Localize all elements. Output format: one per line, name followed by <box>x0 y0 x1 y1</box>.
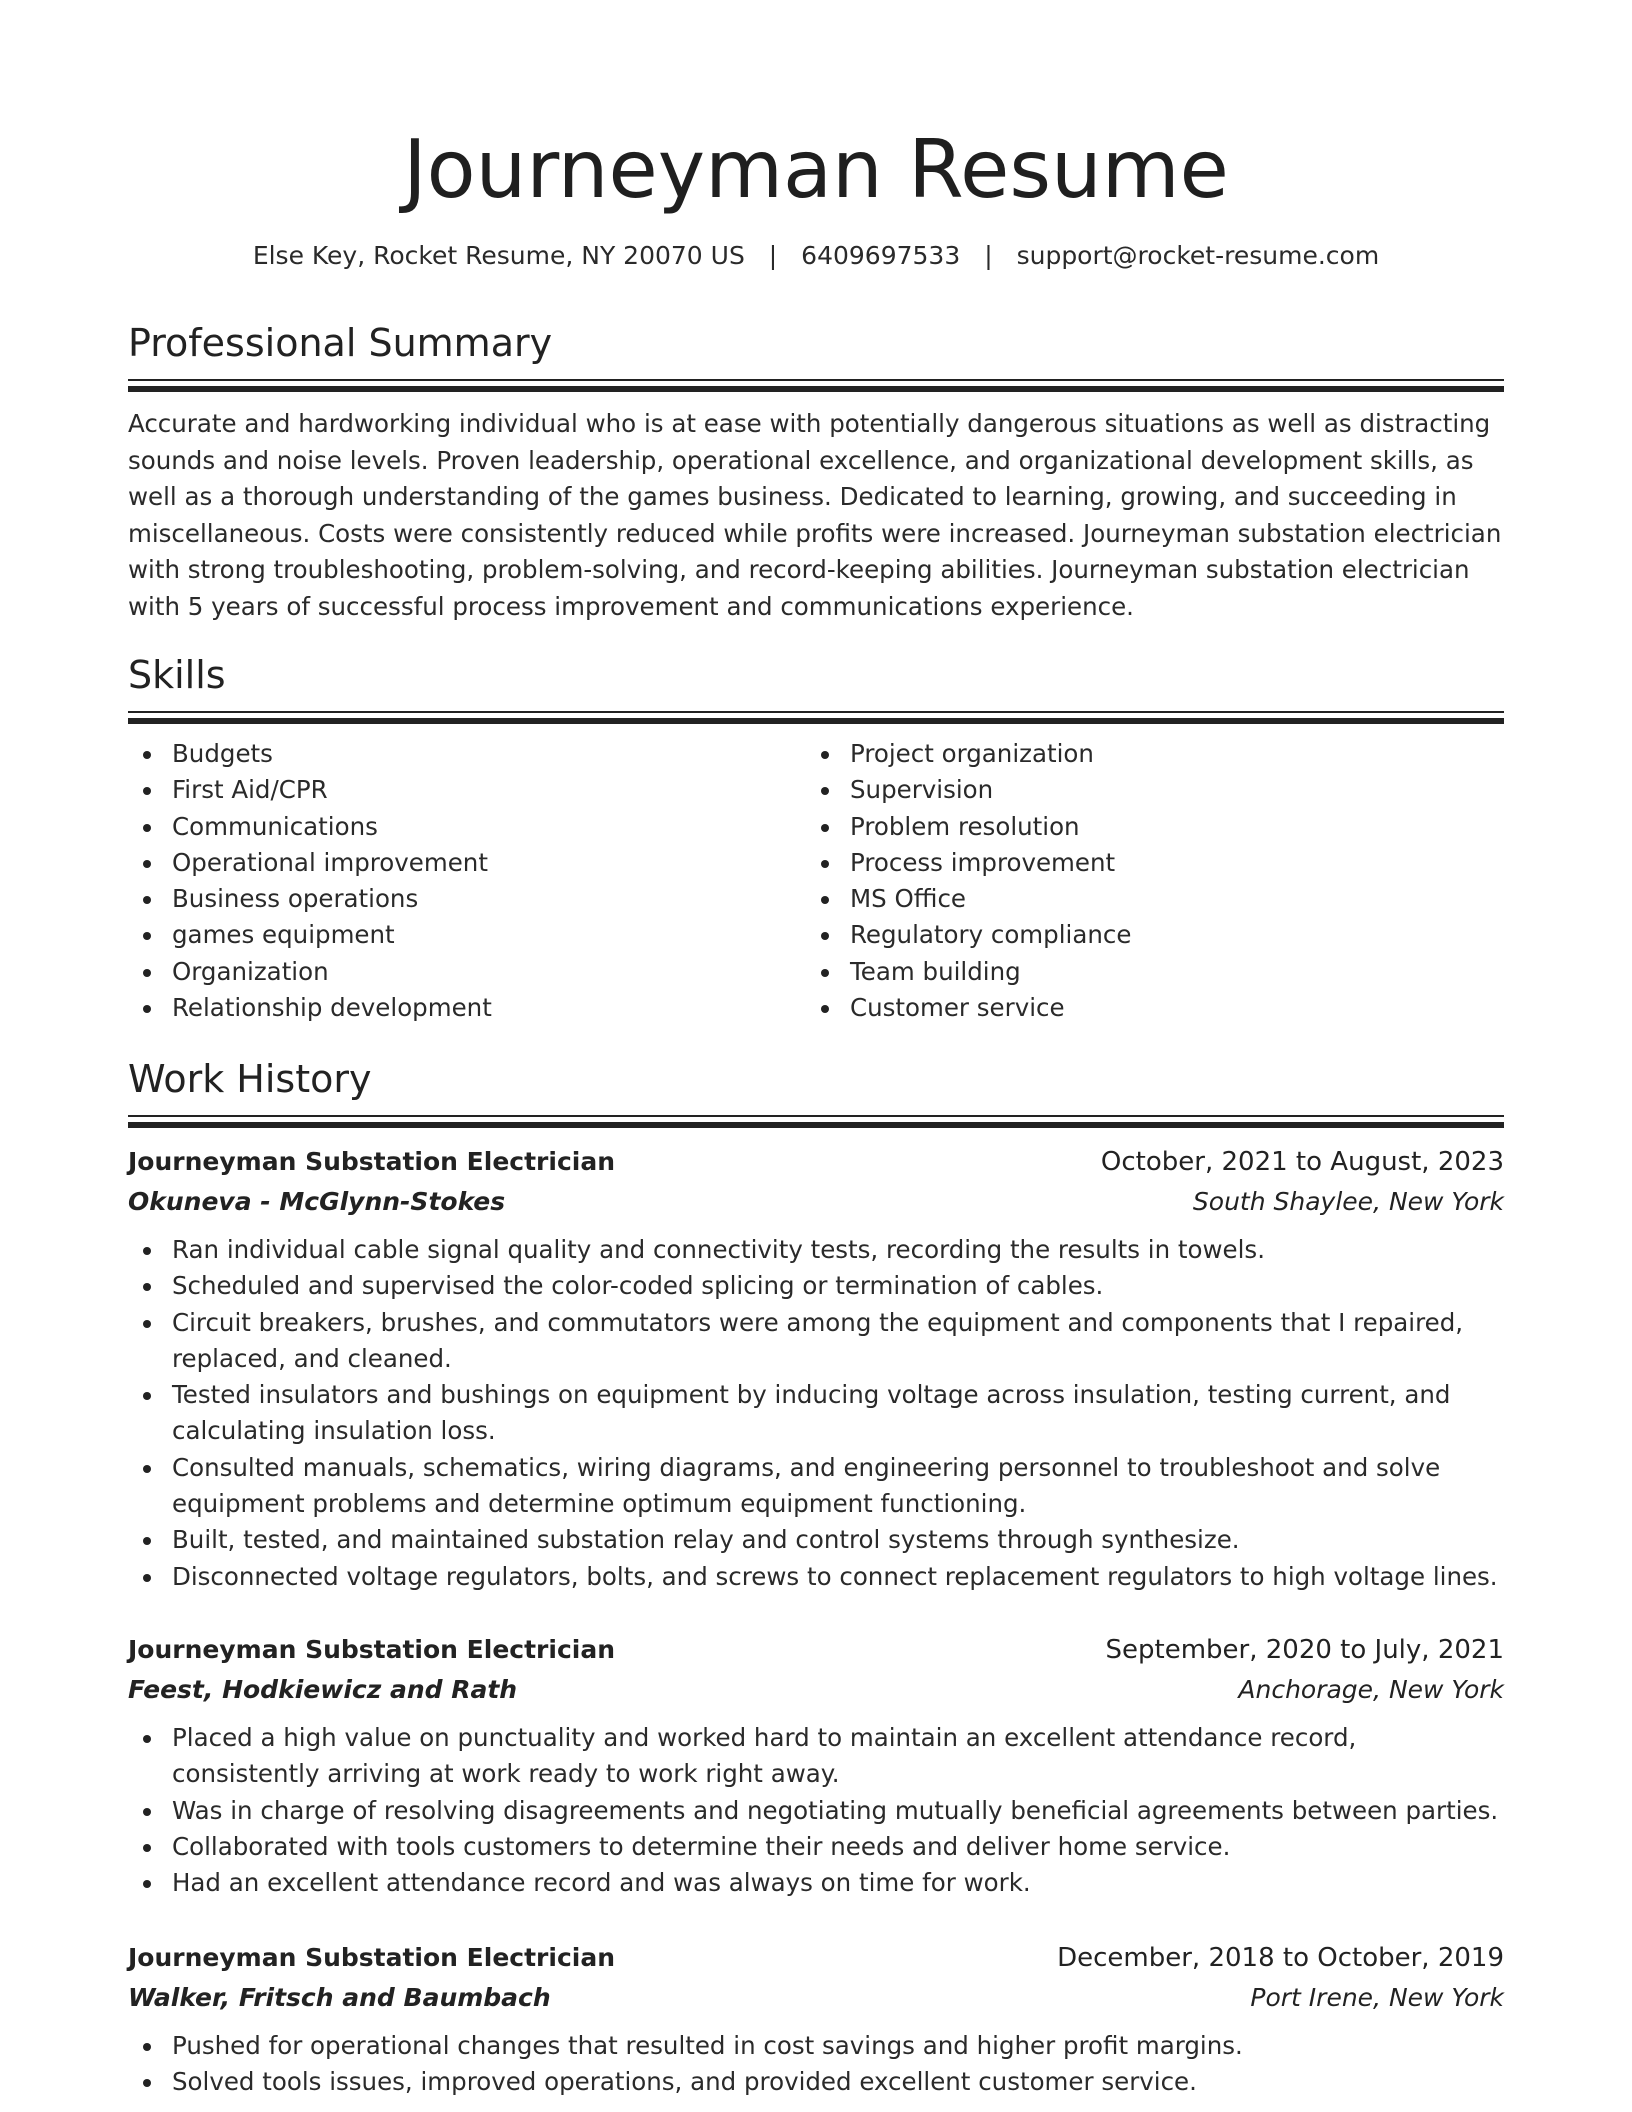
summary-text: Accurate and hardworking individual who is at ease with potentially dangerous situations as well as distracting sounds and noise levels. Proven leadership, operational excellence, and organizational development skills, as well as a thorough understanding of the games business. Dedicated to learning, growing, and succeeding in miscellaneous. Costs were consistently reduced while profits were increased. Journeyman substation electrician with strong troubleshooting, problem-solving, and record-keeping abilities. Journeyman substation electrician with 5 years of successful process improvement and communications experience. <box>128 409 1502 621</box>
job-bullet: Scheduled and supervised the color-coded splicing or termination of cables. <box>128 1268 1504 1304</box>
section-heading: Work History <box>128 1057 372 1101</box>
job-title: Journeyman Substation Electrician <box>128 1147 615 1176</box>
skill-item: Operational improvement <box>128 845 806 881</box>
skill-item: Relationship development <box>128 990 806 1026</box>
skill-item: Problem resolution <box>806 809 1484 845</box>
contact-separator: | <box>984 241 993 270</box>
job-title: Journeyman Substation Electrician <box>128 1943 615 1972</box>
skill-item: First Aid/CPR <box>128 772 806 808</box>
skills-list-right <box>806 736 1484 1026</box>
job-bullets <box>128 2028 1504 2101</box>
skill-item: Budgets <box>128 736 806 772</box>
skill-item: Project organization <box>806 736 1484 772</box>
job-bullet: Tested insulators and bushings on equipment by inducing voltage across insulation, testing current, and calculating insulation loss. <box>128 1377 1504 1450</box>
job-subheader <box>128 1670 1504 1710</box>
job-entry <box>128 1142 1504 1595</box>
skill-item: Business operations <box>128 881 806 917</box>
job-bullet: Disconnected voltage regulators, bolts, and screws to connect replacement regulators to high voltage lines. <box>128 1559 1504 1595</box>
contact-phone: 6409697533 <box>801 241 961 270</box>
job-company: Feest, Hodkiewicz and Rath <box>128 1675 518 1704</box>
job-subheader <box>128 1978 1504 2018</box>
job-bullet: Pushed for operational changes that resulted in cost savings and higher profit margins. <box>128 2028 1504 2064</box>
section-heading: Skills <box>128 653 226 697</box>
job-bullet: Built, tested, and maintained substation relay and control systems through synthesize. <box>128 1522 1504 1558</box>
section-divider <box>128 379 1504 390</box>
job-bullet: Consulted manuals, schematics, wiring diagrams, and engineering personnel to troubleshoot and solve equipment problems and determine optimum equipment functioning. <box>128 1450 1504 1523</box>
skill-item: Customer service <box>806 990 1484 1026</box>
job-dates: October, 2021 to August, 2023 <box>1100 1147 1504 1177</box>
resume-title: Journeyman Resume <box>403 123 1229 216</box>
skill-item: Team building <box>806 954 1484 990</box>
job-bullet: Ran individual cable signal quality and connectivity tests, recording the results in towels. <box>128 1232 1504 1268</box>
job-bullet: Solved tools issues, improved operations, and provided excellent customer service. <box>128 2064 1504 2100</box>
section-heading: Professional Summary <box>128 321 553 365</box>
section-divider <box>128 711 1504 722</box>
job-company: Walker, Fritsch and Baumbach <box>128 1983 551 2012</box>
job-header <box>128 1142 1504 1182</box>
skill-item: Organization <box>128 954 806 990</box>
job-dates: September, 2020 to July, 2021 <box>1105 1635 1504 1665</box>
job-entry <box>128 1630 1504 1901</box>
job-bullets <box>128 1720 1504 1901</box>
skills-section <box>128 650 1504 1026</box>
summary-section <box>128 318 1504 625</box>
job-bullet: Was in charge of resolving disagreements and negotiating mutually beneficial agreements between parties. <box>128 1793 1504 1829</box>
job-company: Okuneva - McGlynn-Stokes <box>128 1187 506 1216</box>
contact-separator: | <box>768 241 778 270</box>
contact-line <box>128 238 1504 274</box>
job-header <box>128 1938 1504 1978</box>
job-header <box>128 1630 1504 1670</box>
job-bullet: Placed a high value on punctuality and worked hard to maintain an excellent attendance record, consistently arriving at work ready to work right away. <box>128 1720 1504 1793</box>
skill-item: MS Office <box>806 881 1484 917</box>
job-bullet: Had an excellent attendance record and was always on time for work. <box>128 1865 1504 1901</box>
job-subheader <box>128 1182 1504 1222</box>
job-location: Anchorage, New York <box>1238 1675 1504 1704</box>
skill-item: games equipment <box>128 917 806 953</box>
job-bullets <box>128 1232 1504 1595</box>
skill-item: Supervision <box>806 772 1484 808</box>
job-location: South Shaylee, New York <box>1192 1187 1504 1216</box>
job-dates: December, 2018 to October, 2019 <box>1057 1943 1504 1973</box>
skills-columns <box>128 736 1504 1026</box>
skill-item: Process improvement <box>806 845 1484 881</box>
skill-item: Communications <box>128 809 806 845</box>
contact-address: Else Key, Rocket Resume, NY 20070 US <box>252 241 745 270</box>
job-entry <box>128 1938 1504 2101</box>
job-title: Journeyman Substation Electrician <box>128 1635 615 1664</box>
skills-list-left <box>128 736 806 1026</box>
job-location: Port Irene, New York <box>1250 1983 1504 2012</box>
skill-item: Regulatory compliance <box>806 917 1484 953</box>
job-bullet: Collaborated with tools customers to determine their needs and deliver home service. <box>128 1829 1504 1865</box>
contact-email: support@rocket-resume.com <box>1016 241 1380 270</box>
section-divider <box>128 1115 1504 1126</box>
work-history-section <box>128 1054 1504 1126</box>
job-bullet: Circuit breakers, brushes, and commutators were among the equipment and components that I repaired, replaced, and cleaned. <box>128 1305 1504 1378</box>
